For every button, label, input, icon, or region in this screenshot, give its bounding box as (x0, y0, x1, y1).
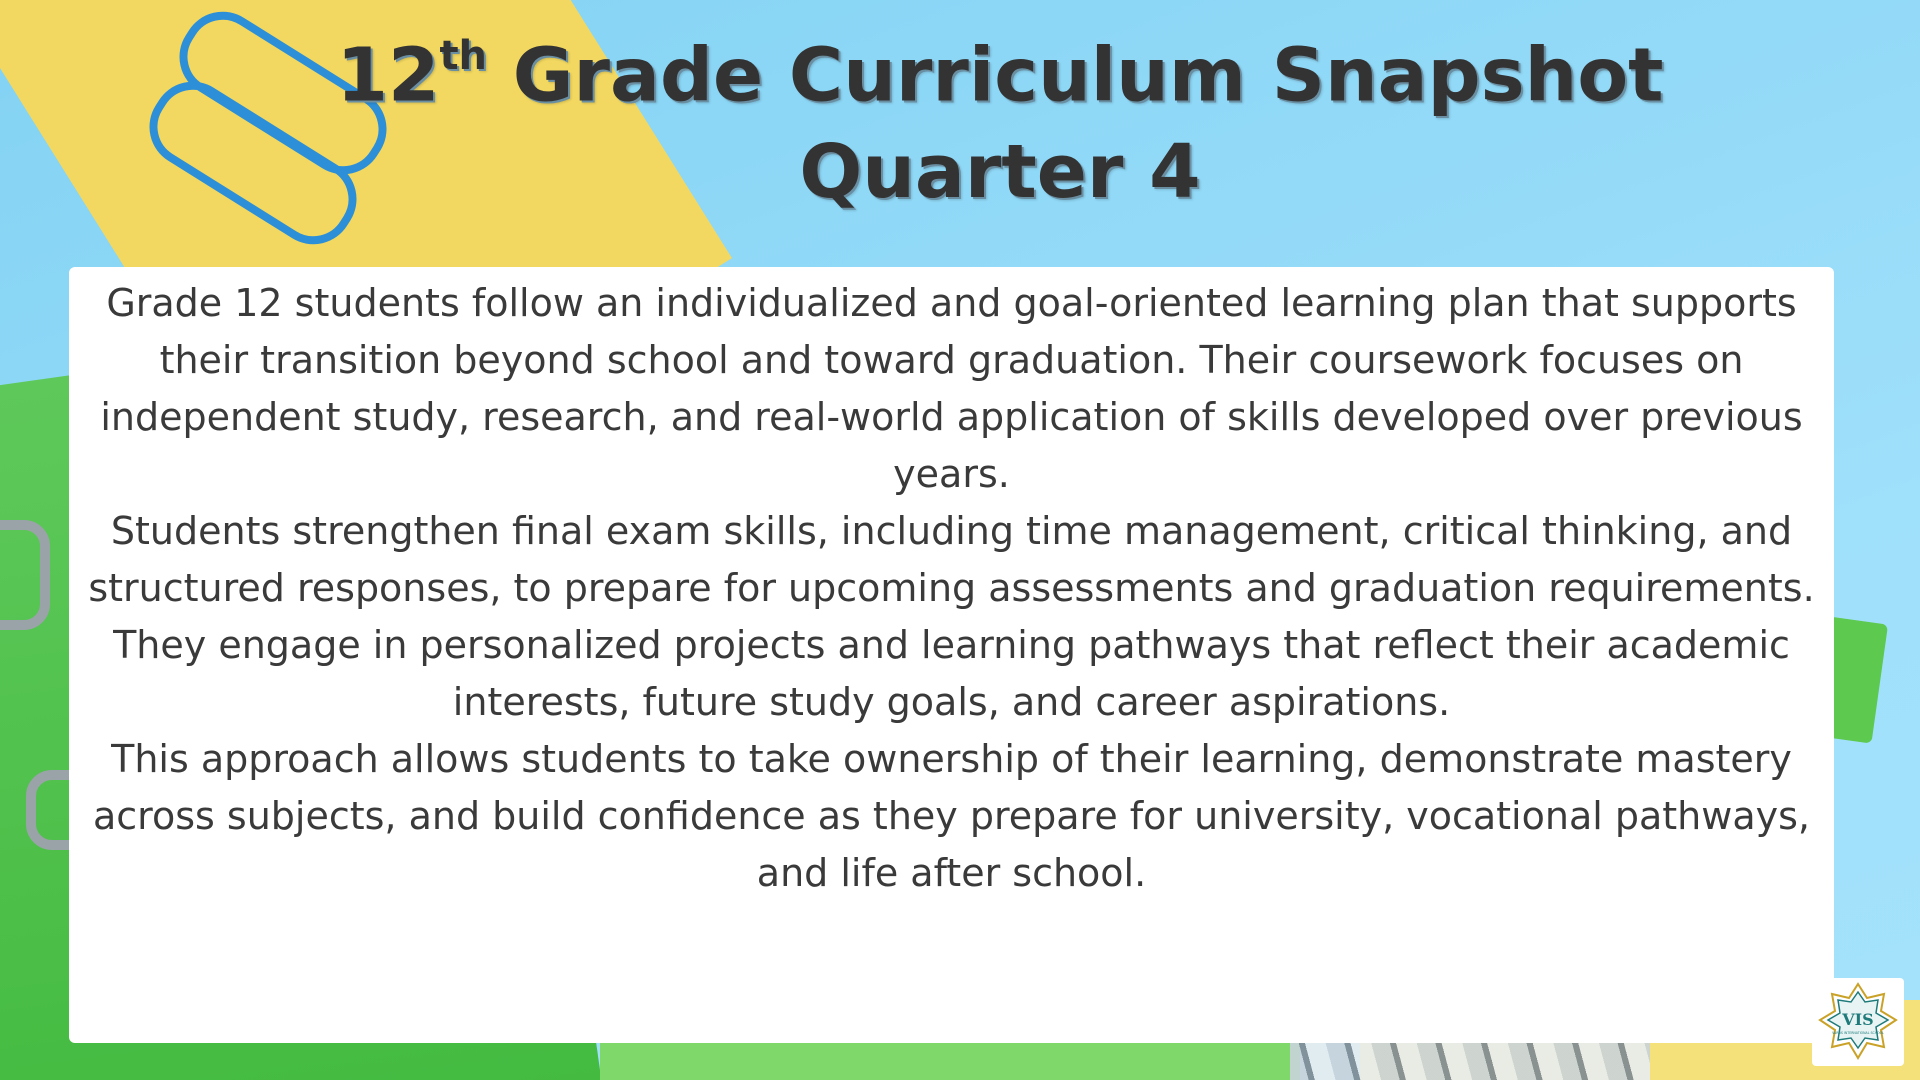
content-box (69, 267, 1834, 1043)
binder-clip-icon (0, 520, 50, 630)
paragraph-approach: This approach allows students to take ownership of their learning, demonstrate mastery across subjects, and build confidence as they prepare for university, vocational pathways, and life after school. (93, 737, 1810, 895)
title-rest: Grade Curriculum Snapshot (487, 32, 1664, 119)
logo-emblem-icon (1818, 982, 1898, 1062)
school-logo (1812, 978, 1904, 1066)
grade-suffix: th (439, 33, 488, 79)
pens-decoration (1290, 1040, 1650, 1080)
grade-number: 12 (336, 32, 440, 119)
paragraph-intro: Grade 12 students follow an individualized and goal-oriented learning plan that supports their transition beyond school and toward graduation. Their coursework focuses on independent study, research, and real-world application of skills developed over previous years. (100, 281, 1803, 496)
title-line-1 (0, 14, 1920, 124)
logo-initials: VIS (1842, 1010, 1874, 1029)
logo-caption: VARDS INTERNATIONAL SCHOOL (1832, 1031, 1884, 1035)
page-title (0, 14, 1920, 220)
title-line-2: Quarter 4 (799, 128, 1201, 215)
paragraph-exam-skills: Students strengthen final exam skills, including time management, critical thinking, and structured responses, to prepare for upcoming assessments and graduation requirements. They engage in personalized projects and learning pathways that reflect their academic interests, future study goals, and career aspirations. (88, 509, 1815, 724)
